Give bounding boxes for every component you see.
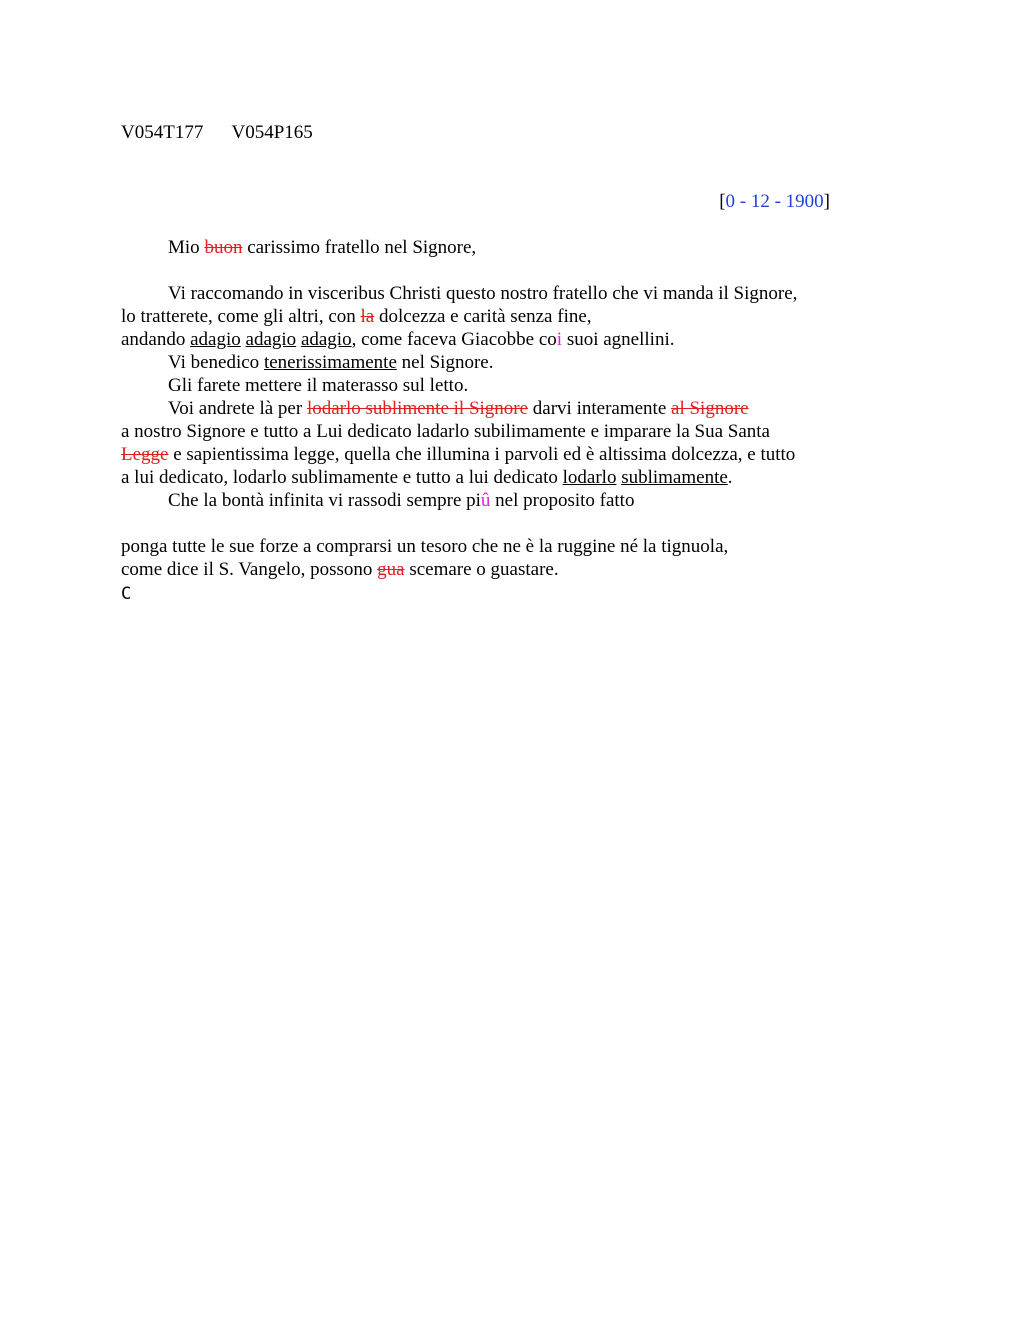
text-line	[121, 351, 841, 374]
text-line	[121, 236, 841, 259]
document-code: V054T177	[121, 122, 204, 143]
inserted-char: i	[556, 329, 563, 350]
text-line	[121, 397, 841, 420]
paragraph-gap	[121, 259, 841, 282]
text-line	[121, 489, 841, 512]
text-run: suoi agnellini.	[562, 329, 675, 350]
underlined-text: tenerissimamente	[263, 352, 397, 373]
deleted-text: buon	[204, 237, 243, 258]
text-run: come dice il S. Vangelo, possono	[121, 559, 378, 580]
page-code: V054P165	[231, 122, 313, 143]
document-header	[121, 121, 841, 144]
text-run: .	[727, 467, 733, 488]
text-line	[121, 443, 841, 466]
underlined-text: sublimamente	[621, 467, 728, 488]
deleted-text: Legge	[121, 444, 169, 465]
text-run: a nostro Signore e tutto a Lui dedicato ladarlo subilimamente e imparare la Sua Santa	[121, 421, 770, 442]
document-page	[121, 121, 841, 606]
text-line	[121, 420, 841, 443]
text-line	[121, 282, 841, 305]
text-run: ponga tutte le sue forze a comprarsi un tesoro che ne è la ruggine né la tignuola,	[121, 536, 729, 557]
deleted-text: lodarlo sublimente il Signore	[306, 398, 529, 419]
text-run: nel proposito fatto	[490, 490, 635, 511]
text-line	[121, 374, 841, 397]
text-run: Voi andrete là per	[168, 398, 307, 419]
paragraph-gap	[121, 512, 841, 535]
deleted-text: la	[360, 306, 375, 327]
text-run: nel Signore.	[396, 352, 494, 373]
text-run: carissimo fratello nel Signore,	[242, 237, 477, 258]
text-line	[121, 466, 841, 489]
deleted-text: gua	[377, 559, 405, 580]
deleted-text: al Signore	[671, 398, 749, 419]
text-run: dolcezza e carità senza fine,	[374, 306, 592, 327]
date-close-bracket: ]	[823, 191, 830, 212]
footer-mark: C	[121, 584, 132, 604]
text-run: Gli farete mettere il materasso sul letto.	[168, 375, 469, 396]
text-line	[121, 305, 841, 328]
text-line	[121, 328, 841, 351]
underlined-text: adagio	[190, 329, 241, 350]
text-run: scemare o guastare.	[404, 559, 559, 580]
text-run: Vi benedico	[168, 352, 264, 373]
date-value: 0 - 12 - 1900	[725, 191, 824, 212]
text-run: Mio	[168, 237, 205, 258]
text-line	[121, 558, 841, 581]
underlined-text: adagio	[245, 329, 297, 350]
letter-date	[121, 190, 841, 213]
text-run: a lui dedicato, lodarlo sublimamente e tutto a lui dedicato	[121, 467, 563, 488]
text-line	[121, 535, 841, 558]
text-run: Che la bontà infinita vi rassodi sempre pi	[168, 490, 481, 511]
text-run: , come faceva Giacobbe co	[351, 329, 557, 350]
letter-body	[121, 236, 841, 581]
text-run: e sapientissima legge, quella che illumina i parvoli ed è altissima dolcezza, e tutto	[168, 444, 796, 465]
underlined-text: adagio	[300, 329, 352, 350]
text-run: Vi raccomando in visceribus Christi questo nostro fratello che vi manda il Signore,	[168, 283, 798, 304]
text-run: andando	[121, 329, 191, 350]
text-run: lo tratterete, come gli altri, con	[121, 306, 361, 327]
underlined-text: lodarlo	[562, 467, 617, 488]
inserted-char: û	[480, 490, 491, 511]
text-run: darvi interamente	[528, 398, 672, 419]
date-open-bracket: [	[719, 191, 726, 212]
